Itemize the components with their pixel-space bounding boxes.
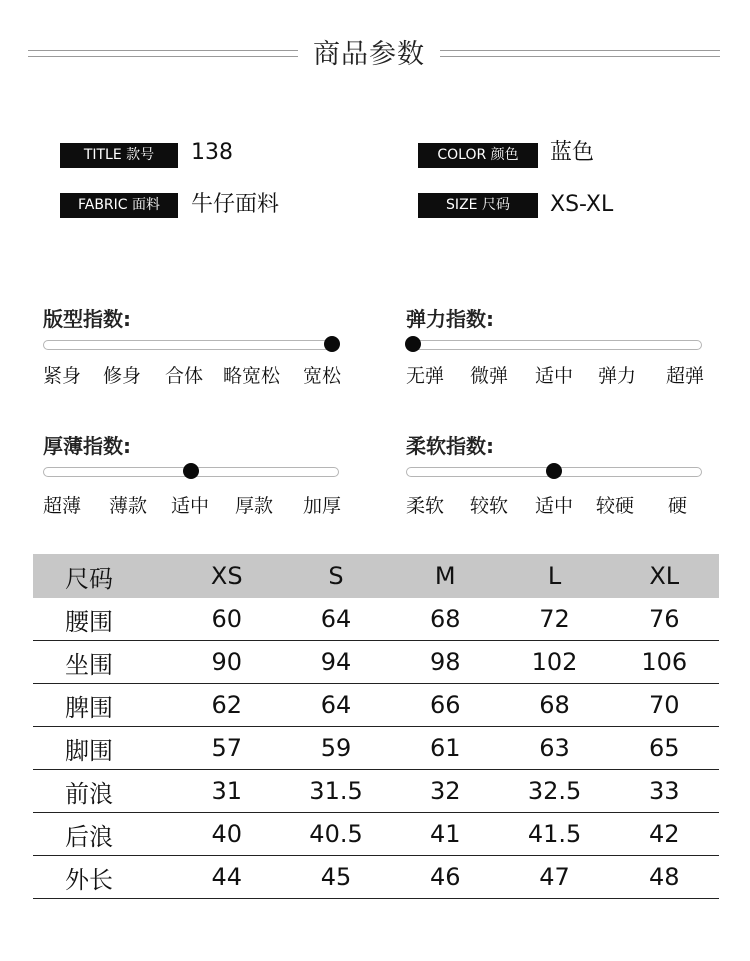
- size-label: SIZE 尺码: [418, 193, 538, 218]
- table-cell: 41: [391, 813, 500, 856]
- table-cell: 59: [281, 727, 391, 770]
- size-table: [33, 554, 719, 899]
- table-row: [33, 598, 719, 641]
- table-cell: 72: [500, 598, 610, 641]
- thickness-label: 薄款: [109, 495, 148, 517]
- thickness-index-track: [43, 467, 339, 477]
- fit-label: 宽松: [303, 365, 342, 387]
- table-cell: 64: [281, 598, 391, 641]
- table-cell: 32: [391, 770, 500, 813]
- softness-label: 较硬: [596, 495, 635, 517]
- table-cell: 40: [172, 813, 281, 856]
- thickness-index-knob: [183, 463, 199, 479]
- fit-label: 合体: [165, 365, 204, 387]
- row-label: 腰围: [33, 598, 172, 641]
- fit-index-knob: [324, 336, 340, 352]
- header-cell: M: [391, 554, 500, 598]
- softness-index-knob: [546, 463, 562, 479]
- size-table-header: [33, 554, 719, 598]
- table-cell: 31: [172, 770, 281, 813]
- table-row: [33, 684, 719, 727]
- header-cell: 尺码: [33, 554, 172, 598]
- page-title: 商品参数: [313, 39, 425, 70]
- table-cell: 48: [609, 856, 719, 899]
- table-cell: 47: [500, 856, 610, 899]
- elastic-index-knob: [405, 336, 421, 352]
- color-value: 蓝色: [550, 140, 595, 165]
- table-cell: 62: [172, 684, 281, 727]
- table-cell: 46: [391, 856, 500, 899]
- table-cell: 44: [172, 856, 281, 899]
- table-row: [33, 856, 719, 899]
- table-cell: 65: [609, 727, 719, 770]
- fit-label: 紧身: [43, 365, 82, 387]
- header-cell: XS: [172, 554, 281, 598]
- table-cell: 31.5: [281, 770, 391, 813]
- softness-label: 较软: [470, 495, 509, 517]
- softness-label: 硬: [668, 495, 688, 517]
- table-row: [33, 727, 719, 770]
- row-label: 脚围: [33, 727, 172, 770]
- row-label: 外长: [33, 856, 172, 899]
- thickness-label: 超薄: [43, 495, 82, 517]
- row-label: 后浪: [33, 813, 172, 856]
- elastic-label: 无弹: [406, 365, 445, 387]
- size-value: XS-XL: [550, 192, 614, 217]
- fabric-label: FABRIC 面料: [60, 193, 178, 218]
- title-value: 138: [191, 140, 233, 165]
- table-cell: 94: [281, 641, 391, 684]
- fit-index-track: [43, 340, 339, 350]
- elastic-label: 适中: [535, 365, 574, 387]
- header-rule-right: [440, 50, 720, 57]
- table-cell: 57: [172, 727, 281, 770]
- table-cell: 42: [609, 813, 719, 856]
- table-cell: 102: [500, 641, 610, 684]
- table-cell: 106: [609, 641, 719, 684]
- thickness-label: 适中: [171, 495, 210, 517]
- table-cell: 45: [281, 856, 391, 899]
- table-cell: 61: [391, 727, 500, 770]
- table-cell: 66: [391, 684, 500, 727]
- elastic-label: 微弹: [470, 365, 509, 387]
- softness-index-track: [406, 467, 702, 477]
- table-cell: 40.5: [281, 813, 391, 856]
- table-cell: 41.5: [500, 813, 610, 856]
- table-cell: 33: [609, 770, 719, 813]
- table-row: [33, 641, 719, 684]
- table-cell: 76: [609, 598, 719, 641]
- fit-index-title: 版型指数:: [43, 307, 131, 331]
- softness-label: 柔软: [406, 495, 445, 517]
- row-label: 前浪: [33, 770, 172, 813]
- table-cell: 68: [391, 598, 500, 641]
- thickness-label: 厚款: [235, 495, 274, 517]
- elastic-index-title: 弹力指数:: [406, 307, 494, 331]
- elastic-label: 超弹: [666, 365, 705, 387]
- row-label: 坐围: [33, 641, 172, 684]
- table-cell: 63: [500, 727, 610, 770]
- fabric-value: 牛仔面料: [191, 192, 280, 217]
- table-cell: 32.5: [500, 770, 610, 813]
- softness-index-title: 柔软指数:: [406, 434, 494, 458]
- table-cell: 68: [500, 684, 610, 727]
- table-cell: 70: [609, 684, 719, 727]
- table-cell: 60: [172, 598, 281, 641]
- fit-label: 修身: [103, 365, 142, 387]
- header-cell: S: [281, 554, 391, 598]
- thickness-index-title: 厚薄指数:: [43, 434, 131, 458]
- header-cell: L: [500, 554, 610, 598]
- table-cell: 98: [391, 641, 500, 684]
- thickness-label: 加厚: [303, 495, 342, 517]
- title-label: TITLE 款号: [60, 143, 178, 168]
- header-rule-left: [28, 50, 298, 57]
- elastic-index-track: [406, 340, 702, 350]
- header-cell: XL: [609, 554, 719, 598]
- fit-label: 略宽松: [223, 365, 281, 387]
- table-row: [33, 813, 719, 856]
- table-cell: 64: [281, 684, 391, 727]
- elastic-label: 弹力: [598, 365, 637, 387]
- table-cell: 90: [172, 641, 281, 684]
- color-label: COLOR 颜色: [418, 143, 538, 168]
- row-label: 脾围: [33, 684, 172, 727]
- table-row: [33, 770, 719, 813]
- softness-label: 适中: [535, 495, 574, 517]
